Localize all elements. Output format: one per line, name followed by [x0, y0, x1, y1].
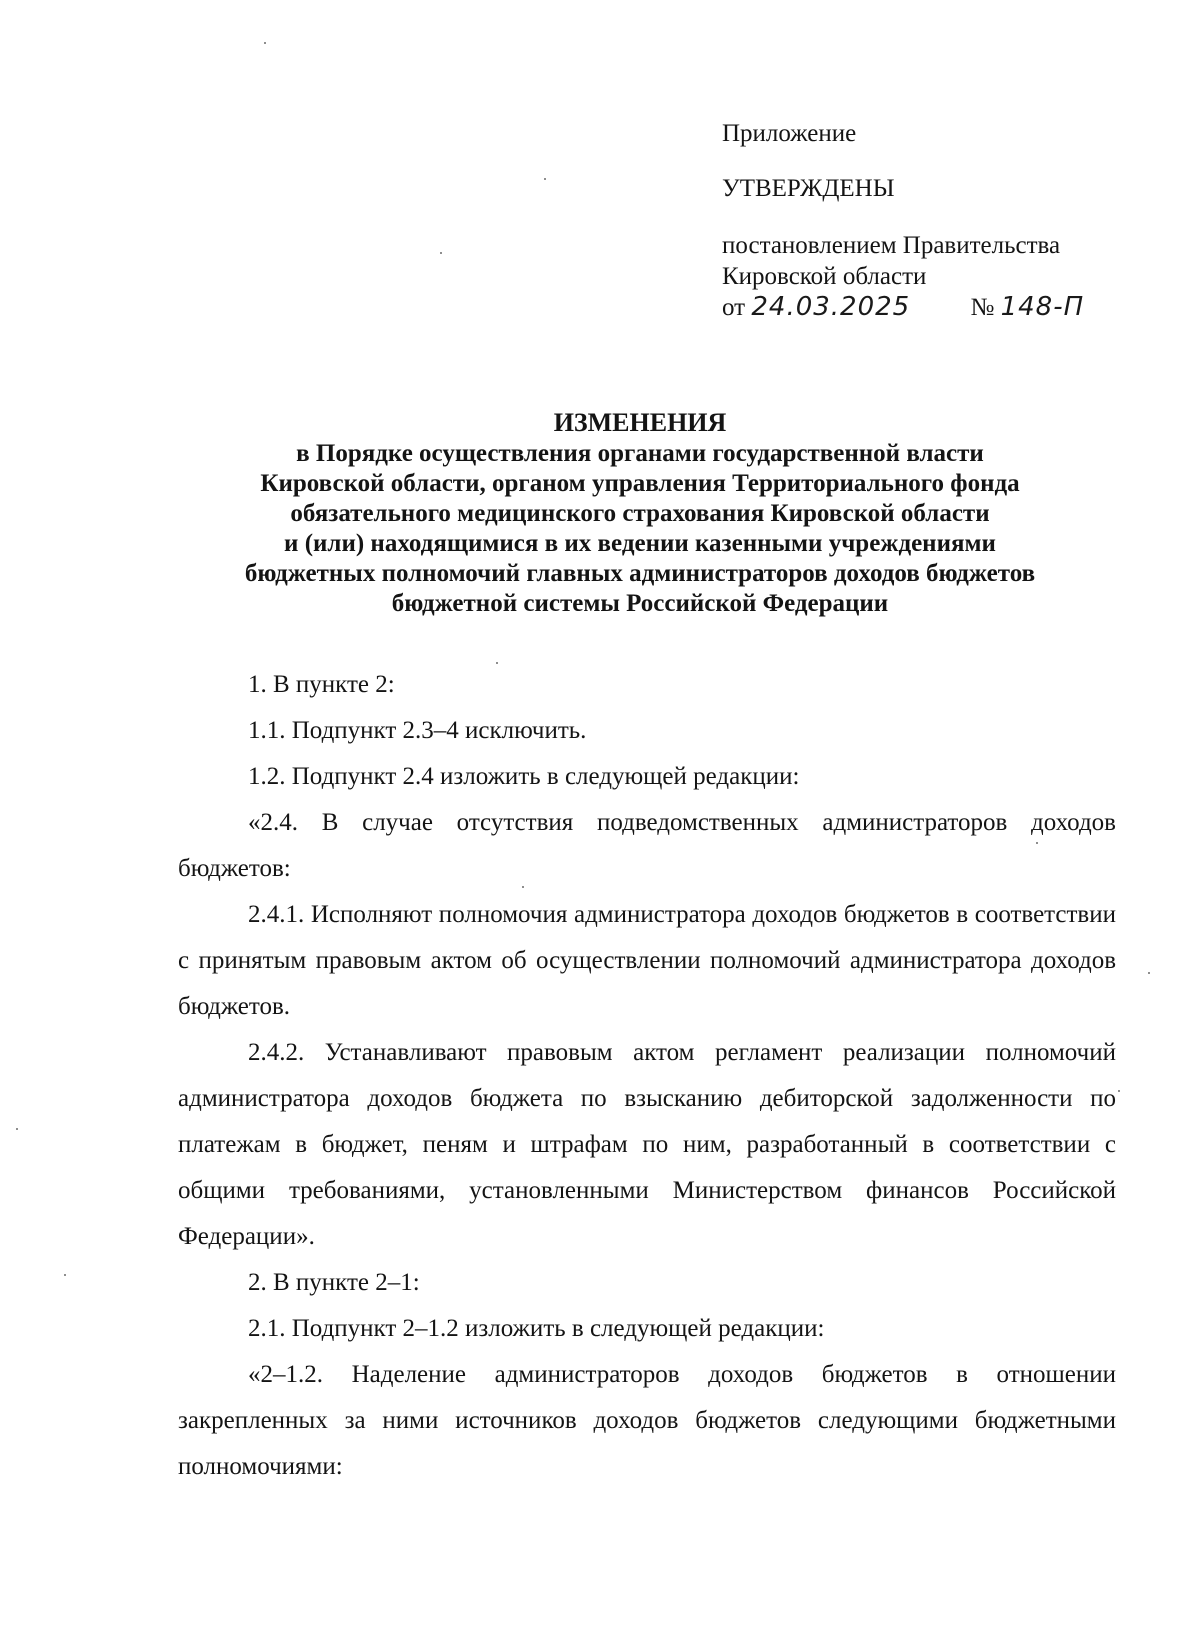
scan-speck: [1118, 1090, 1120, 1092]
handwritten-date: 24.03.2025: [751, 292, 911, 322]
scan-speck: [264, 42, 266, 44]
title-heading: ИЗМЕНЕНИЯ: [553, 408, 727, 437]
date-number-line: [722, 292, 1182, 323]
document-body: [178, 662, 1116, 1490]
paragraph: 2.1. Подпункт 2–1.2 изложить в следующей редакции:: [248, 1315, 825, 1342]
paragraph: «2.4. В случае отсутствия подведомственных администраторов доходов бюджетов:: [178, 809, 1116, 882]
decree-line-1: постановлением Правительства: [722, 232, 1061, 259]
scan-speck: [16, 1128, 18, 1130]
paragraph: 1.2. Подпункт 2.4 изложить в следующей редакции:: [248, 763, 800, 790]
approval-block: [722, 118, 1182, 323]
title-line: бюджетной системы Российской Федерации: [391, 590, 889, 617]
paragraph: 2. В пункте 2–1:: [248, 1269, 420, 1296]
handwritten-number: 148-П: [1000, 292, 1085, 322]
number-sign: №: [970, 294, 995, 321]
approved-label: УТВЕРЖДЕНЫ: [722, 175, 895, 202]
paragraph: 2.4.2. Устанавливают правовым актом регламент реализации полномочий администратора доходов бюджета по взысканию дебиторской задолженности по платежам в бюджет, пеням и штрафам по ним, разработанный в соответствии с общими требованиями, установленными Министерством финансов Российской Федерации».: [178, 1039, 1116, 1250]
decree-line-2: Кировской области: [722, 263, 927, 290]
from-prefix: от: [722, 294, 746, 321]
title-line: бюджетных полномочий главных администраторов доходов бюджетов: [244, 560, 1036, 587]
document-title: [150, 408, 1130, 619]
title-line: в Порядке осуществления органами государственной власти: [296, 440, 984, 467]
title-line: и (или) находящимися в их ведении казенными учреждениями: [284, 530, 996, 557]
paragraph: «2–1.2. Наделение администраторов доходов бюджетов в отношении закрепленных за ними источников доходов бюджетов следующими бюджетными полномочиями:: [178, 1361, 1116, 1480]
scan-speck: [1148, 972, 1150, 974]
scan-speck: [544, 178, 546, 180]
title-line: Кировской области, органом управления Территориального фонда: [260, 470, 1020, 497]
scan-speck: [440, 252, 442, 254]
title-line: обязательного медицинского страхования Кировской области: [290, 500, 990, 527]
appendix-label: Приложение: [722, 120, 857, 147]
paragraph: 1.1. Подпункт 2.3–4 исключить.: [248, 717, 587, 744]
scan-speck: [64, 1274, 66, 1276]
paragraph: 2.4.1. Исполняют полномочия администратора доходов бюджетов в соответствии с принятым правовым актом об осуществлении полномочий администратора доходов бюджетов.: [178, 901, 1116, 1020]
paragraph: 1. В пункте 2:: [248, 671, 395, 698]
